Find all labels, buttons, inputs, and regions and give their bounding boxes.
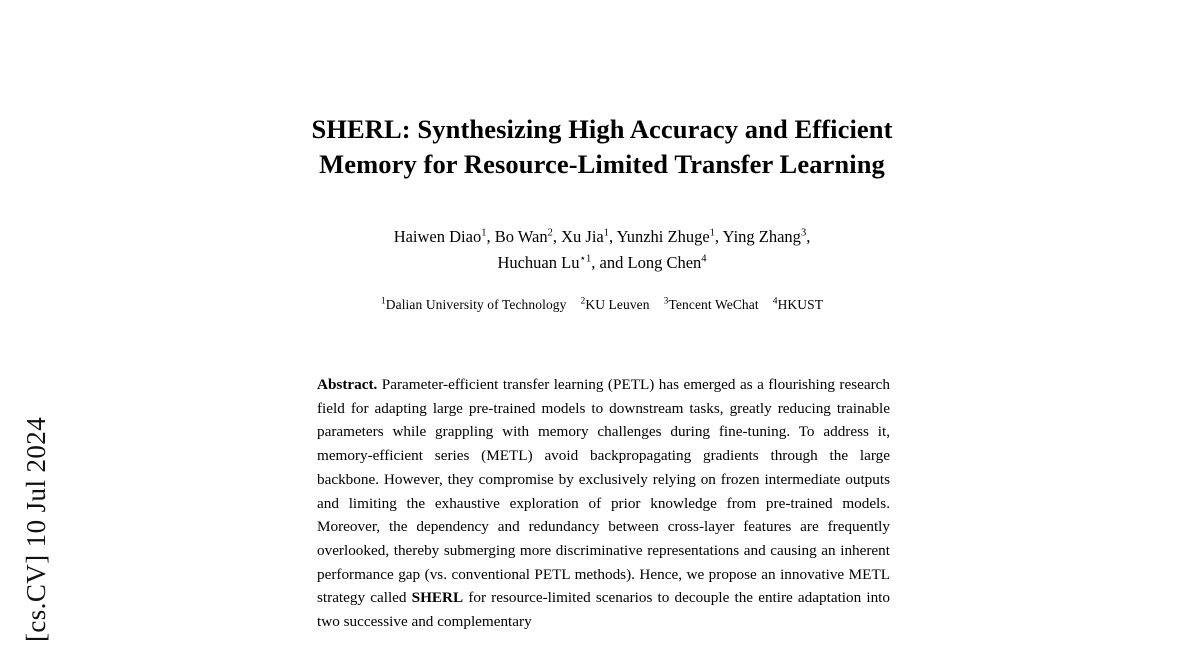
author-affiliation-marker: ⋆1 — [579, 253, 592, 265]
affiliation-list — [258, 297, 946, 313]
author-affiliation-marker: 2 — [547, 227, 553, 239]
author-line-1 — [258, 224, 946, 250]
affiliation-marker: 4 — [772, 296, 778, 307]
author-affiliation-marker: 3 — [800, 227, 807, 239]
affiliation-entry — [773, 297, 823, 312]
affiliation-entry — [664, 297, 759, 312]
author-entry — [495, 227, 561, 246]
author-separator: , — [486, 227, 495, 246]
affiliation-name: Tencent WeChat — [668, 297, 759, 312]
author-entry — [617, 227, 723, 246]
affiliation-marker: 1 — [380, 296, 386, 307]
author-name: Huchuan Lu — [497, 253, 580, 272]
author-line-2 — [258, 250, 946, 276]
affiliation-entry — [581, 297, 650, 312]
author-entry — [723, 227, 811, 246]
author-separator: , — [552, 227, 562, 246]
author-name: Xu Jia — [561, 227, 604, 246]
abstract-method-name: SHERL — [411, 589, 464, 607]
author-separator: , — [714, 227, 723, 246]
affiliation-name: Dalian University of Technology — [385, 297, 567, 312]
affiliation-name: KU Leuven — [585, 297, 650, 312]
abstract-section — [317, 373, 890, 634]
author-entry — [628, 253, 707, 272]
author-list — [258, 224, 946, 276]
author-separator: , — [609, 227, 617, 246]
author-separator: , — [806, 227, 811, 246]
affiliation-marker: 3 — [663, 296, 669, 307]
title-line-2: Memory for Resource-Limited Transfer Learning — [319, 149, 885, 179]
paper-content — [258, 0, 946, 634]
author-name: Long Chen — [627, 253, 702, 272]
arxiv-stamp-text: [cs.CV] 10 Jul 2024 — [20, 416, 51, 642]
affiliation-entry — [381, 297, 567, 312]
page-title — [258, 112, 946, 182]
author-affiliation-marker: 1 — [481, 227, 487, 239]
author-entry — [561, 227, 617, 246]
author-name: Haiwen Diao — [393, 227, 482, 246]
author-entry — [497, 253, 627, 272]
abstract-text-part-1: Parameter-efficient transfer learning (PETL) has emerged as a flourishing research field for adapting large pre-trained models to downstream tasks, greatly reducing trainable parameters while grappling with memory challenges during fine-tuning. To address it, memory-efficient series (METL) avoid backpropagating gradients through the large backbone. However, they compromise by exclusively relying on frozen intermediate outputs and limiting the exhaustive exploration of prior knowledge from pre-trained models. Moreover, the dependency and redundancy between cross-layer features are frequently overlooked, thereby submerging more discriminative representations and causing an inherent performance gap (vs. conventional PETL methods). Hence, we propose an innovative METL strategy called — [317, 376, 890, 607]
author-affiliation-marker: 4 — [701, 253, 707, 265]
author-name: Ying Zhang — [722, 227, 801, 246]
author-separator: , and — [591, 253, 628, 272]
title-line-1: SHERL: Synthesizing High Accuracy and Efficient — [311, 114, 893, 144]
affiliation-marker: 2 — [580, 296, 586, 307]
author-name: Bo Wan — [494, 227, 548, 246]
author-name: Yunzhi Zhuge — [616, 227, 710, 246]
affiliation-name: HKUST — [777, 297, 824, 312]
author-entry — [394, 227, 495, 246]
abstract-text-part-2: for resource-limited scenarios to decouple the entire adaptation into two successive and complementary — [317, 589, 890, 631]
arxiv-identifier-stamp — [0, 0, 72, 648]
abstract-label: Abstract. — [317, 376, 378, 393]
author-affiliation-marker: 1 — [603, 227, 609, 239]
author-affiliation-marker: 1 — [709, 227, 715, 239]
